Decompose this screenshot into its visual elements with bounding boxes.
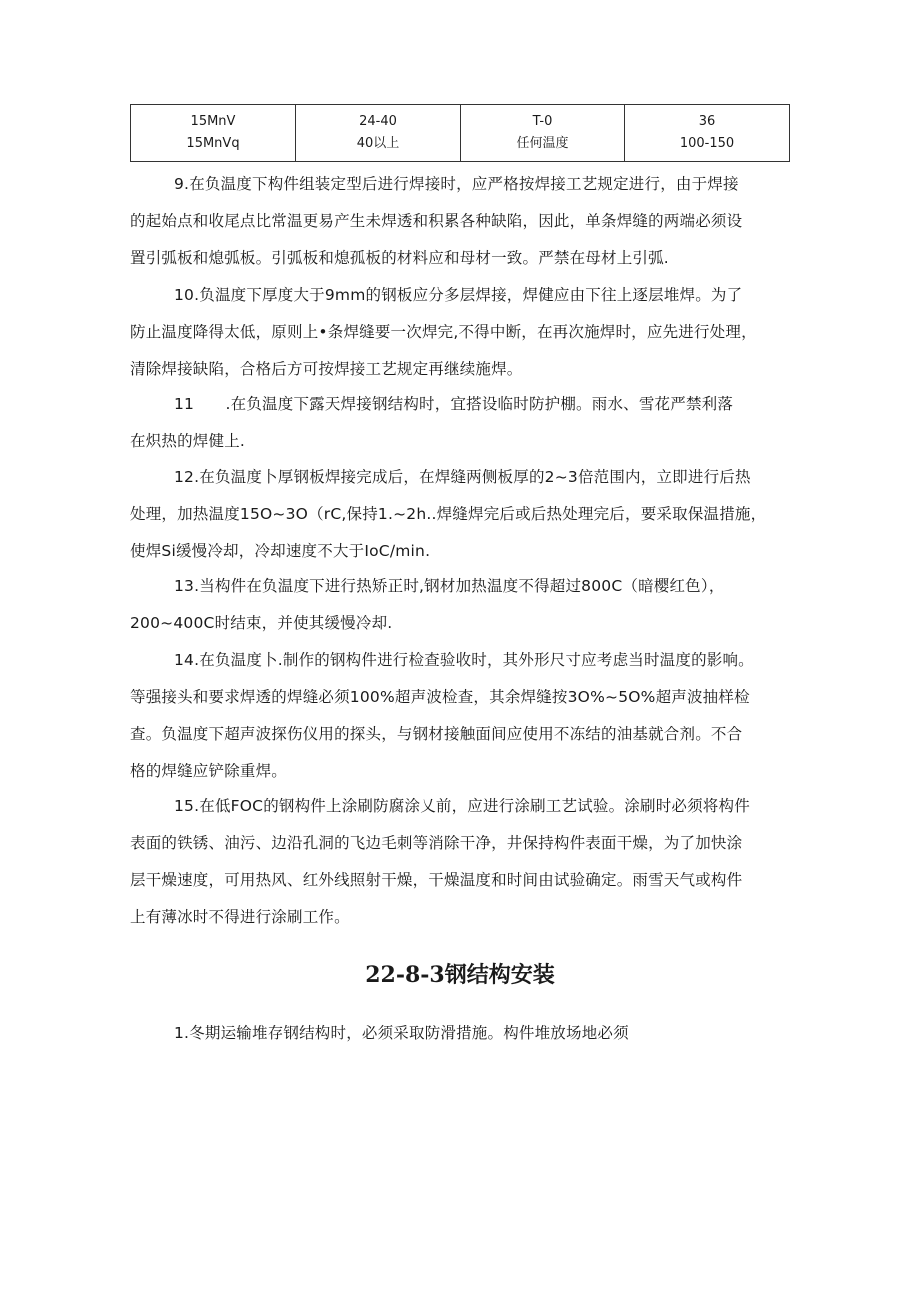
table-cell-text: T-0 — [532, 114, 553, 129]
table-cell-text: 36 — [698, 114, 716, 129]
text-line: 置引弧板和熄弧板。引弧板和熄孤板的材料应和母材一致。严禁在母材上引弧. — [130, 249, 669, 267]
text-line: 15.在低FOC的钢构件上涂刷防腐涂乂前，应进行涂刷工艺试验。涂刷时必须将构件 — [174, 797, 750, 815]
paragraph-9 — [130, 166, 795, 277]
text-line: 14.在负温度卜.制作的钢构件进行检查验收时，其外形尺寸应考虑当时温度的影响。 — [174, 651, 754, 669]
paragraph-14 — [130, 642, 795, 790]
text-line: 10.负温度下厚度大于9mm的钢板应分多层焊接，焊健应由下往上逐层堆焊。为了 — [174, 286, 743, 304]
text-line: 12.在负温度卜厚钢板焊接完成后，在焊缝两侧板厚的2~3倍范围内，立即进行后热 — [174, 468, 751, 486]
thickness-cell — [296, 105, 461, 162]
text-line: 1.冬期运输堆存钢结构时，必须采取防滑措施。构件堆放场地必须 — [174, 1024, 629, 1042]
temperature-cell — [461, 105, 625, 162]
paragraph-12 — [130, 459, 795, 570]
text-line: 9.在负温度下构件组装定型后进行焊接时，应严格按焊接工艺规定进行，由于焊接 — [174, 175, 739, 193]
text-line: 13.当构件在负温度下进行热矫正时,钢材加热温度不得超过800C（暗樱红色）， — [174, 577, 725, 595]
text-line: 上有薄冰时不得进行涂刷工作。 — [130, 908, 350, 926]
text-line: 的起始点和收尾点比常温更易产生未焊透和积累各种缺陷，因此，单条焊缝的两端必须设 — [130, 212, 743, 230]
text-line: 200~400C时结束，并使其缓慢冷却. — [130, 614, 393, 632]
text-line: 防止温度降得太低，原则上•条焊缝要一次焊完,不得中断，在再次施焊时，应先进行处理， — [130, 323, 757, 341]
text-line: 表面的铁锈、油污、边沿孔洞的飞边毛刺等消除干净，井保持构件表面干燥，为了加快涂 — [130, 834, 743, 852]
table-cell-text: 15MnVq — [186, 136, 240, 151]
table-row — [131, 105, 790, 162]
paragraph-10 — [130, 277, 795, 388]
paragraph-11 — [130, 386, 795, 460]
paragraph-15 — [130, 788, 795, 936]
text-line: 在炽热的焊健上. — [130, 432, 246, 450]
table-cell-text: 15MnV — [190, 114, 236, 129]
text-line: 查。负温度下超声波探伤仪用的探头，与钢材接触面间应使用不冻结的油基就合剂。不合 — [130, 725, 743, 743]
table-cell-text: 24-40 — [359, 114, 397, 129]
text-line: 层干燥速度，可用热风、红外线照射干燥，干燥温度和时间由试验确定。雨雪天气或构件 — [130, 871, 743, 889]
text-line: 使焊Si缓慢冷却，冷却速度不大于IoC∕min. — [130, 542, 431, 560]
text-line: 格的焊缝应铲除重焊。 — [130, 762, 288, 780]
table-cell-text: 40以上 — [356, 136, 400, 151]
paragraph-installation-1 — [130, 1015, 795, 1052]
table-cell-text: 100-150 — [679, 136, 735, 151]
text-line: 11 .在负温度下露天焊接钢结构时，宜搭设临时防护棚。雨水、雪花严禁利落 — [174, 395, 734, 413]
steel-grade-cell — [131, 105, 296, 162]
paragraph-13 — [130, 568, 795, 642]
welding-temperature-table — [130, 104, 790, 162]
table-cell-text: 任何温度 — [516, 136, 569, 151]
preheat-cell — [625, 105, 790, 162]
text-line: 等强接头和要求焊透的焊缝必须100%超声波检查，其余焊缝按3O%~5O%超声波抽样检 — [130, 688, 750, 706]
text-line: 处理，加热温度15O~3O（rC,保持1.~2h..焊缝焊完后或后热处理完后，要采取保温措施， — [130, 505, 767, 523]
text-line: 清除焊接缺陷，合格后方可按焊接工艺规定再继续施焊。 — [130, 360, 523, 378]
section-heading: 22-8-3钢结构安装 — [365, 962, 555, 988]
